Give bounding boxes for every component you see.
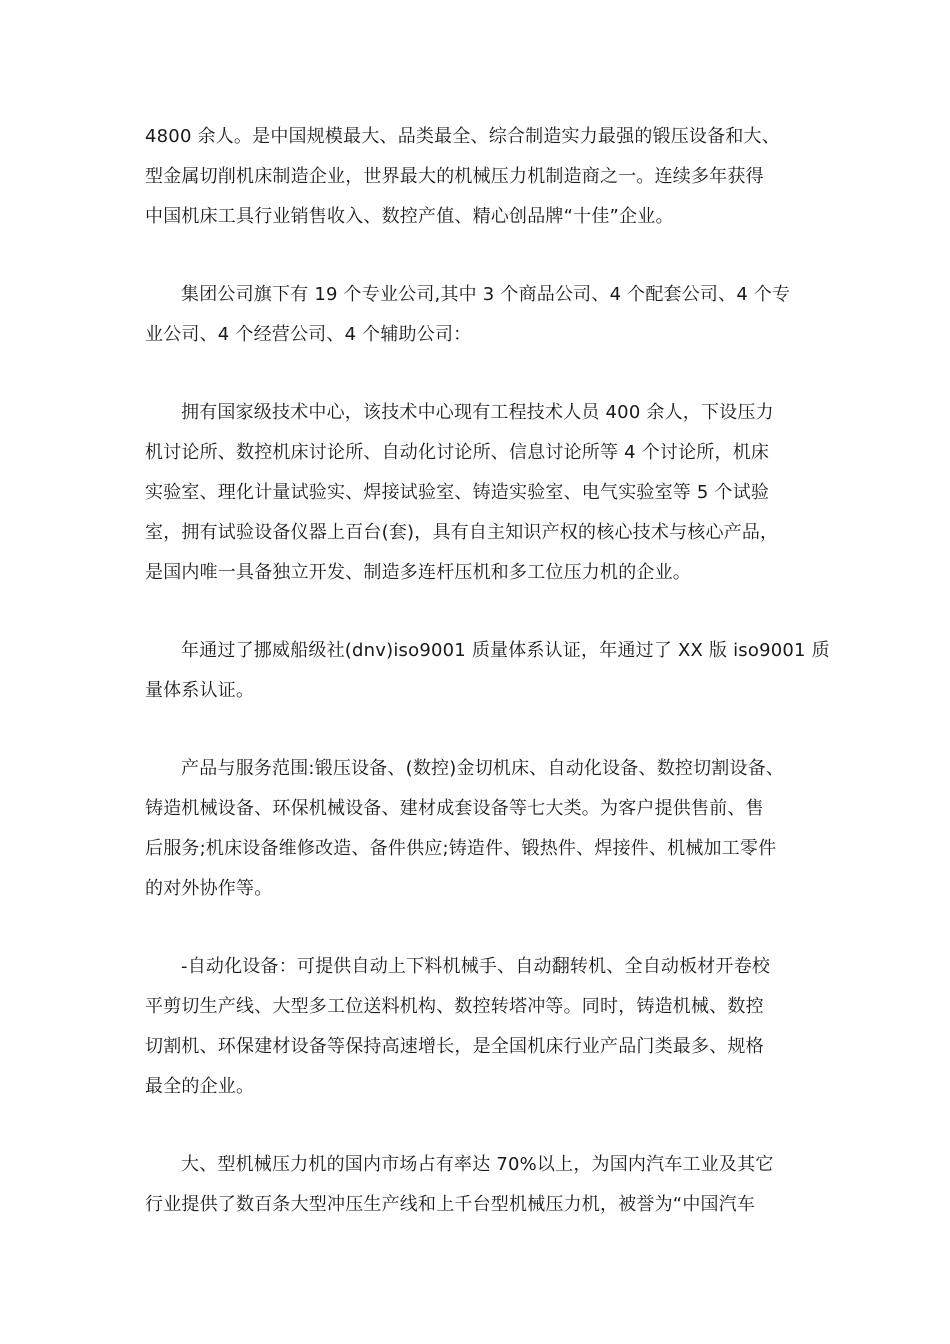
text-line: 最全的企业。 (145, 1076, 255, 1097)
text-line: 铸造机械设备、环保机械设备、建材成套设备等七大类。为客户提供售前、售 (145, 798, 764, 819)
paragraph-automation (145, 947, 810, 1107)
text-line: 行业提供了数百条大型冲压生产线和上千台型机械压力机，被誉为“中国汽车 (145, 1194, 756, 1215)
paragraph-subsidiaries (145, 275, 810, 355)
text-line: 切割机、环保建材设备等保持高速增长，是全国机床行业产品门类最多、规格 (145, 1036, 764, 1057)
text-line: 机讨论所、数控机床讨论所、自动化讨论所、信息讨论所等 4 个讨论所，机床 (145, 442, 770, 463)
paragraph-products-services (145, 749, 810, 909)
paragraph-tech-center (145, 393, 810, 593)
text-line: -自动化设备：可提供自动上下料机械手、自动翻转机、全自动板材开卷校 (181, 956, 771, 977)
text-line: 后服务;机床设备维修改造、备件供应;铸造件、锻热件、焊接件、机械加工零件 (145, 838, 777, 859)
text-line: 室，拥有试验设备仪器上百台(套)，具有自主知识产权的核心技术与核心产品， (145, 522, 779, 543)
text-line: 拥有国家级技术中心，该技术中心现有工程技术人员 400 余人，下设压力 (181, 402, 774, 423)
text-line: 产品与服务范围:锻压设备、(数控)金切机床、自动化设备、数控切割设备、 (181, 758, 785, 779)
document-page (145, 117, 830, 1225)
text-line: 大、型机械压力机的国内市场占有率达 70%以上，为国内汽车工业及其它 (181, 1154, 774, 1175)
text-line: 量体系认证。 (145, 680, 255, 701)
text-line: 是国内唯一具备独立开发、制造多连杆压机和多工位压力机的企业。 (145, 562, 691, 583)
paragraph-market-share (145, 1145, 810, 1225)
text-line: 平剪切生产线、大型多工位送料机构、数控转塔冲等。同时，铸造机械、数控 (145, 996, 764, 1017)
text-line: 中国机床工具行业销售收入、数控产值、精心创品牌“十佳”企业。 (145, 206, 674, 227)
text-line: 4800 余人。是中国规模最大、品类最全、综合制造实力最强的锻压设备和大、 (145, 126, 780, 147)
paragraph-certification (145, 631, 830, 711)
paragraph-company-scale (145, 117, 810, 237)
text-line: 年通过了挪威船级社(dnv)iso9001 质量体系认证，年通过了 XX 版 iso9001 质 (181, 640, 830, 661)
text-line: 型金属切削机床制造企业，世界最大的机械压力机制造商之一。连续多年获得 (145, 166, 764, 187)
text-line: 集团公司旗下有 19 个专业公司,其中 3 个商品公司、4 个配套公司、4 个专 (181, 284, 791, 305)
text-line: 实验室、理化计量试验实、焊接试验室、铸造实验室、电气实验室等 5 个试验 (145, 482, 770, 503)
text-line: 的对外协作等。 (145, 878, 273, 899)
text-line: 业公司、4 个经营公司、4 个辅助公司： (145, 324, 472, 345)
